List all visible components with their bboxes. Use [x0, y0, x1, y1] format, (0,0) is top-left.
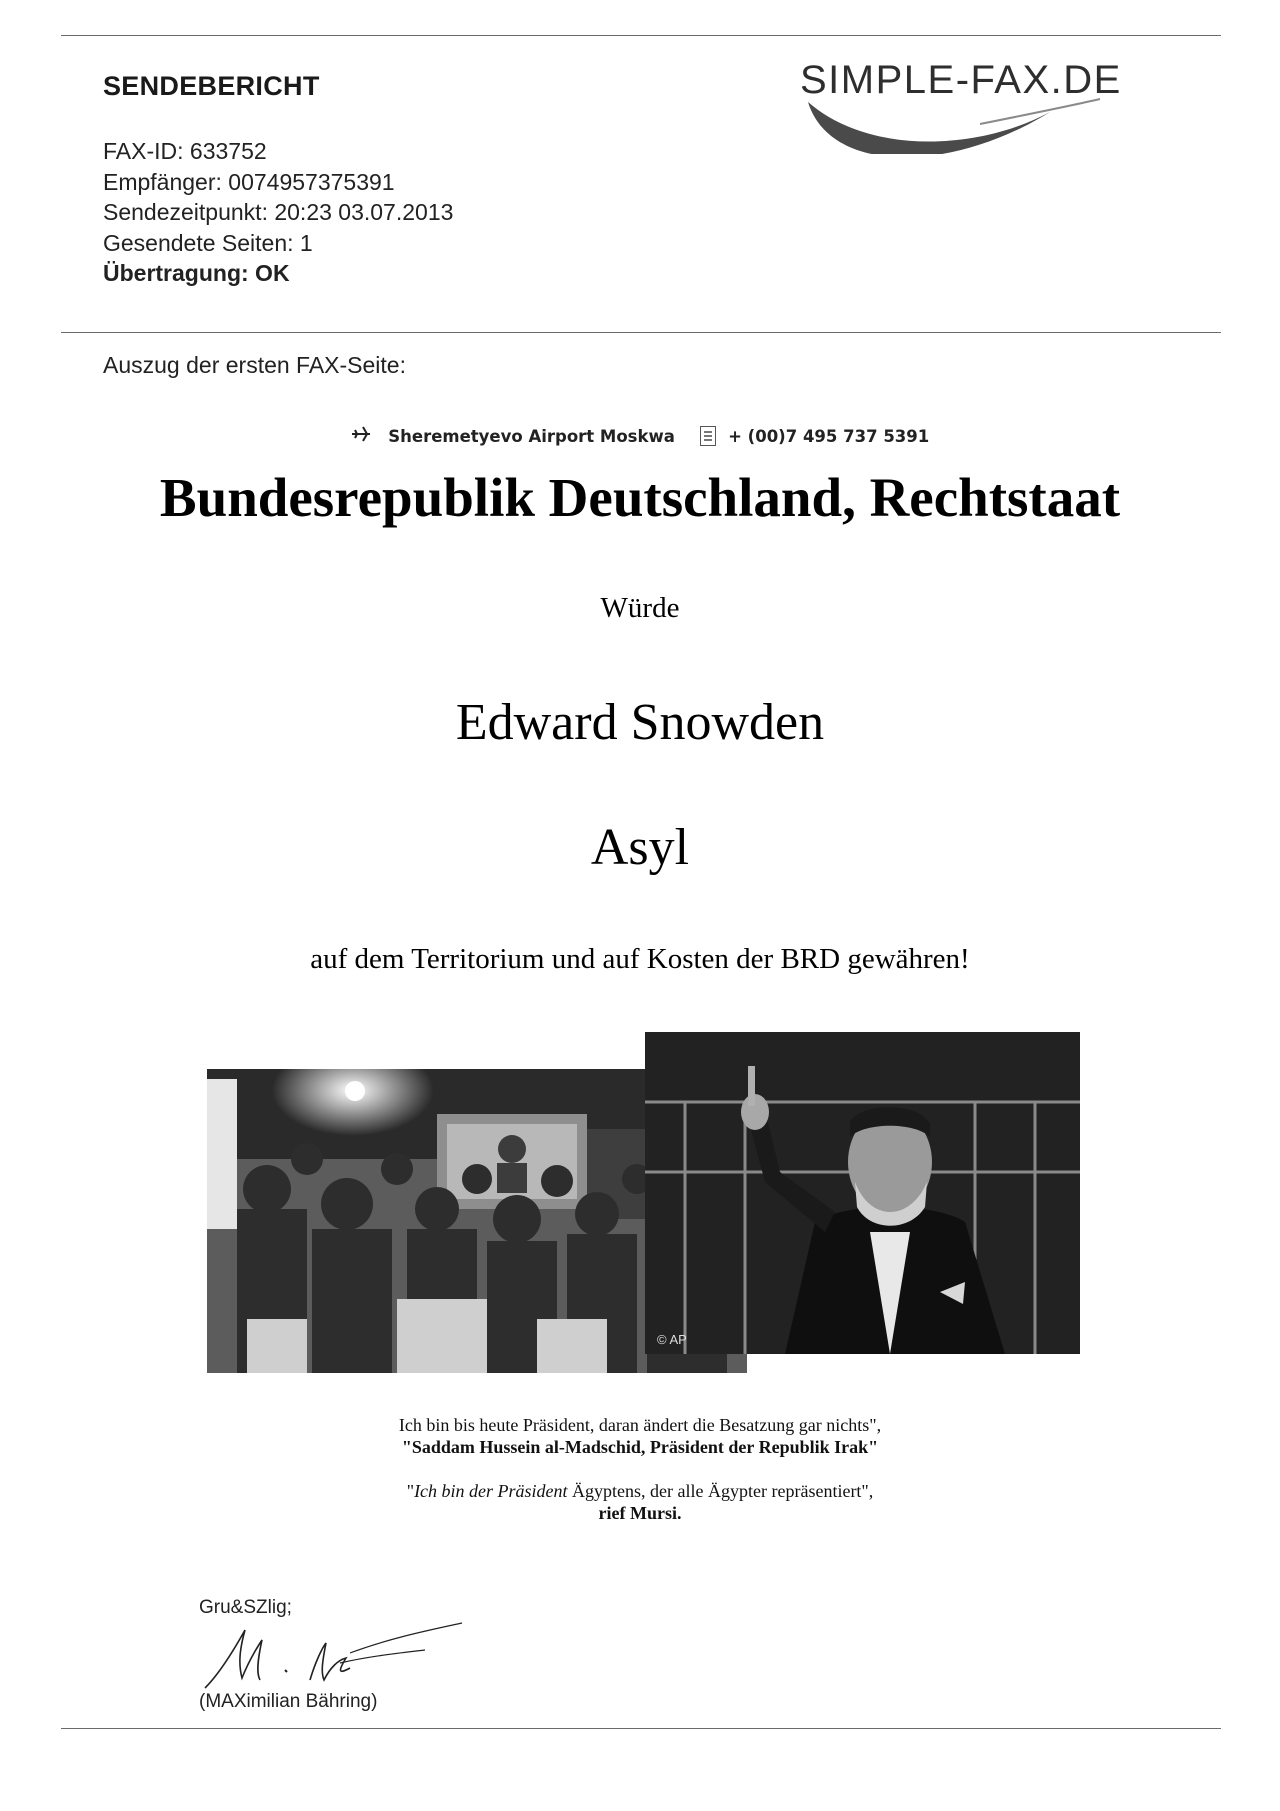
photo-credit: © AP: [657, 1332, 687, 1347]
line-wuerde: Würde: [600, 592, 680, 624]
quote-saddam-text: Ich bin bis heute Präsident, daran ändert die Besatzung gar nichts",: [398, 1415, 882, 1435]
line-closing: auf dem Territorium und auf Kosten der BRD gewähren!: [310, 943, 970, 975]
quote-mursi-italic: Ich bin der Präsident: [414, 1481, 568, 1501]
report-title: SENDEBERICHT: [103, 71, 320, 101]
quote-mursi-attribution: rief Mursi.: [598, 1503, 682, 1523]
contact-place: Sheremetyevo Airport Moskwa: [388, 426, 675, 446]
send-time: Sendezeitpunkt: 20:23 03.07.2013: [103, 199, 454, 225]
quote-saddam: [0, 1414, 1280, 1458]
pages-sent: Gesendete Seiten: 1: [103, 229, 313, 256]
fax-id: FAX-ID: 633752: [103, 138, 267, 164]
signature-name: (MAXimilian Bähring): [199, 1691, 378, 1712]
brand-logo: [800, 54, 1200, 154]
fax-headline: Bundesrepublik Deutschland, Rechtstaat: [159, 467, 1121, 528]
line-asyl: Asyl: [590, 819, 690, 876]
quote-mursi-open: ": [406, 1481, 415, 1501]
middle-rule: [61, 332, 1221, 333]
fax-meta: [103, 136, 453, 289]
line-name: Edward Snowden: [455, 694, 825, 751]
contact-line: [0, 425, 1280, 447]
quote-saddam-attribution: "Saddam Hussein al-Madschid, Präsident der Republik Irak": [401, 1437, 879, 1457]
airplane-icon: [351, 425, 371, 447]
top-rule: [61, 35, 1221, 36]
recipient: Empfänger: 0074957375391: [103, 168, 395, 195]
bottom-rule: [61, 1728, 1221, 1729]
excerpt-label: Auszug der ersten FAX-Seite:: [103, 352, 406, 378]
document-icon: [700, 426, 716, 446]
quote-mursi: [0, 1480, 1280, 1524]
contact-phone: + (00)7 495 737 5391: [728, 426, 930, 446]
handwritten-signature: [200, 1618, 470, 1698]
logo-text: SIMPLE-FAX.DE: [800, 58, 1122, 102]
greeting: Gru&SZlig;: [199, 1597, 292, 1618]
speaker-photo: [645, 1032, 1080, 1354]
quote-mursi-rest: Ägyptens, der alle Ägypter repräsentiert",: [567, 1481, 874, 1501]
transmission-status: Übertragung: OK: [103, 260, 290, 286]
